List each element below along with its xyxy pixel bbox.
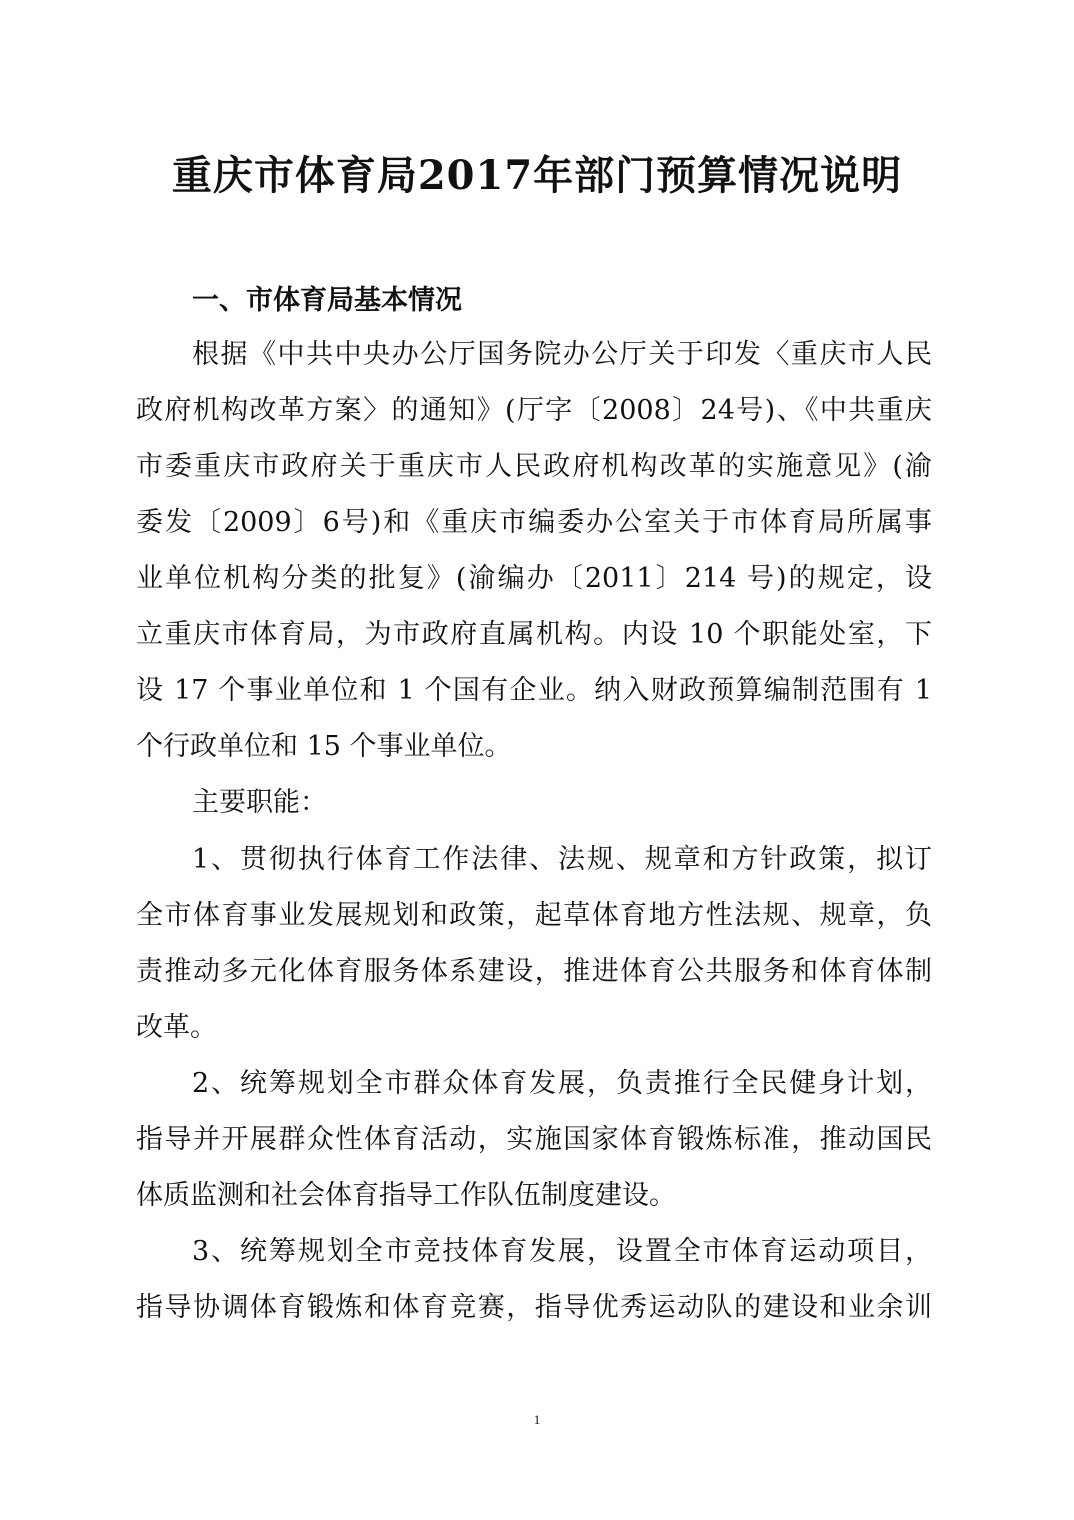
paragraph-line: 立重庆市体育局，为市政府直属机构。内设 10 个职能处室，下 bbox=[136, 619, 932, 650]
paragraph-line: 委发〔2009〕6号)和《重庆市编委办公室关于市体育局所属事 bbox=[136, 507, 932, 538]
function-1-line: 责推动多元化体育服务体系建设，推进体育公共服务和体育体制 bbox=[136, 956, 932, 987]
paragraph-line: 设 17 个事业单位和 1 个国有企业。纳入财政预算编制范围有 1 bbox=[136, 675, 932, 706]
page-number: 1 bbox=[533, 1412, 541, 1427]
paragraph-line: 根据《中共中央办公厅国务院办公厅关于印发〈重庆市人民 bbox=[192, 339, 932, 370]
section-heading: 一、市体育局基本情况 bbox=[192, 285, 462, 316]
paragraph-line: 个行政单位和 15 个事业单位。 bbox=[136, 731, 512, 762]
function-1-line: 全市体育事业发展规划和政策，起草体育地方性法规、规章，负 bbox=[136, 900, 932, 931]
function-2-line: 体质监测和社会体育指导工作队伍制度建设。 bbox=[136, 1180, 676, 1211]
function-2-line: 2、统筹规划全市群众体育发展，负责推行全民健身计划， bbox=[192, 1068, 932, 1099]
function-3-line: 3、统筹规划全市竞技体育发展，设置全市体育运动项目， bbox=[192, 1236, 932, 1267]
paragraph-line: 业单位机构分类的批复》(渝编办〔2011〕214 号)的规定，设 bbox=[136, 563, 932, 594]
functions-label: 主要职能： bbox=[192, 787, 327, 818]
paragraph-line: 市委重庆市政府关于重庆市人民政府机构改革的实施意见》(渝 bbox=[136, 451, 932, 482]
function-1-line: 改革。 bbox=[136, 1012, 217, 1043]
paragraph-line: 政府机构改革方案〉的通知》(厅字〔2008〕24号)、《中共重庆 bbox=[136, 395, 932, 426]
function-2-line: 指导并开展群众性体育活动，实施国家体育锻炼标准，推动国民 bbox=[136, 1124, 932, 1155]
function-3-line: 指导协调体育锻炼和体育竞赛，指导优秀运动队的建设和业余训 bbox=[136, 1292, 932, 1323]
document-title: 重庆市体育局2017年部门预算情况说明 bbox=[171, 152, 903, 199]
function-1-line: 1、贯彻执行体育工作法律、法规、规章和方针政策，拟订 bbox=[192, 844, 932, 875]
